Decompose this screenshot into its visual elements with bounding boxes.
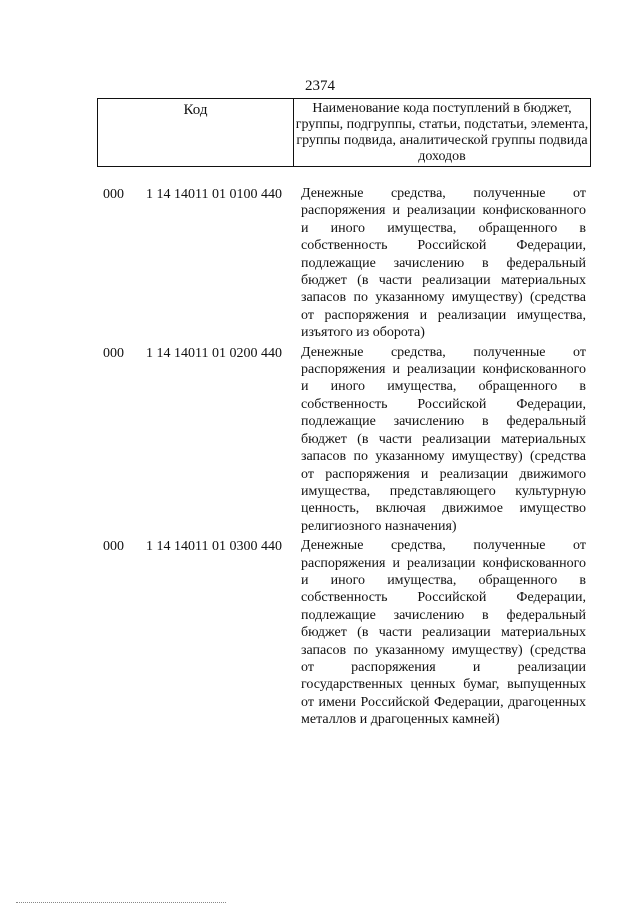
table-row [0,342,640,535]
income-description: Денежные средства, полученные от распоряжения и реализации конфискованного и иного имущества, обращенного в собственность Российской Федерации, подлежащие зачислению в федеральный бюджет (в части реализации материальных запасов по указанному имуществу) (средства от распоряжения и реализации государственных ценных бумаг, выпущенных от имени Российской Федерации, драгоценных металлов и драгоценных камней) [301,538,586,728]
income-code: 1 14 14011 01 0200 440 [146,345,282,361]
income-code-list [0,183,640,729]
income-code: 1 14 14011 01 0300 440 [146,539,282,555]
header-name-cell: Наименование кода поступлений в бюджет, группы, подгруппы, статьи, подстатьи, элемента, группы подвида, аналитической группы подвида доходов [295,101,589,164]
admin-code: 000 [103,345,124,361]
page-number: 2374 [305,78,335,94]
income-description: Денежные средства, полученные от распоряжения и реализации конфискованного и иного имущества, обращенного в собственность Российской Федерации, подлежащие зачислению в федеральный бюджет (в части реализации материальных запасов по указанному имуществу) (средства от распоряжения и реализации имущества, изъятого из оборота) [301,186,586,341]
header-code-cell: Код [98,99,294,166]
table-row [0,183,640,342]
income-code: 1 14 14011 01 0100 440 [146,187,282,202]
admin-code: 000 [103,539,124,555]
table-header [97,98,591,167]
income-description: Денежные средства, полученные от распоряжения и реализации конфискованного и иного имущества, обращенного в собственность Российской Федерации, подлежащие зачислению в федеральный бюджет (в части реализации материальных запасов по указанному имуществу) (средства от распоряжения и реализации движимого имущества, представляющего культурную ценность, включая движимое имущество религиозного назначения) [301,344,586,534]
admin-code: 000 [103,187,124,202]
table-row [0,535,640,728]
